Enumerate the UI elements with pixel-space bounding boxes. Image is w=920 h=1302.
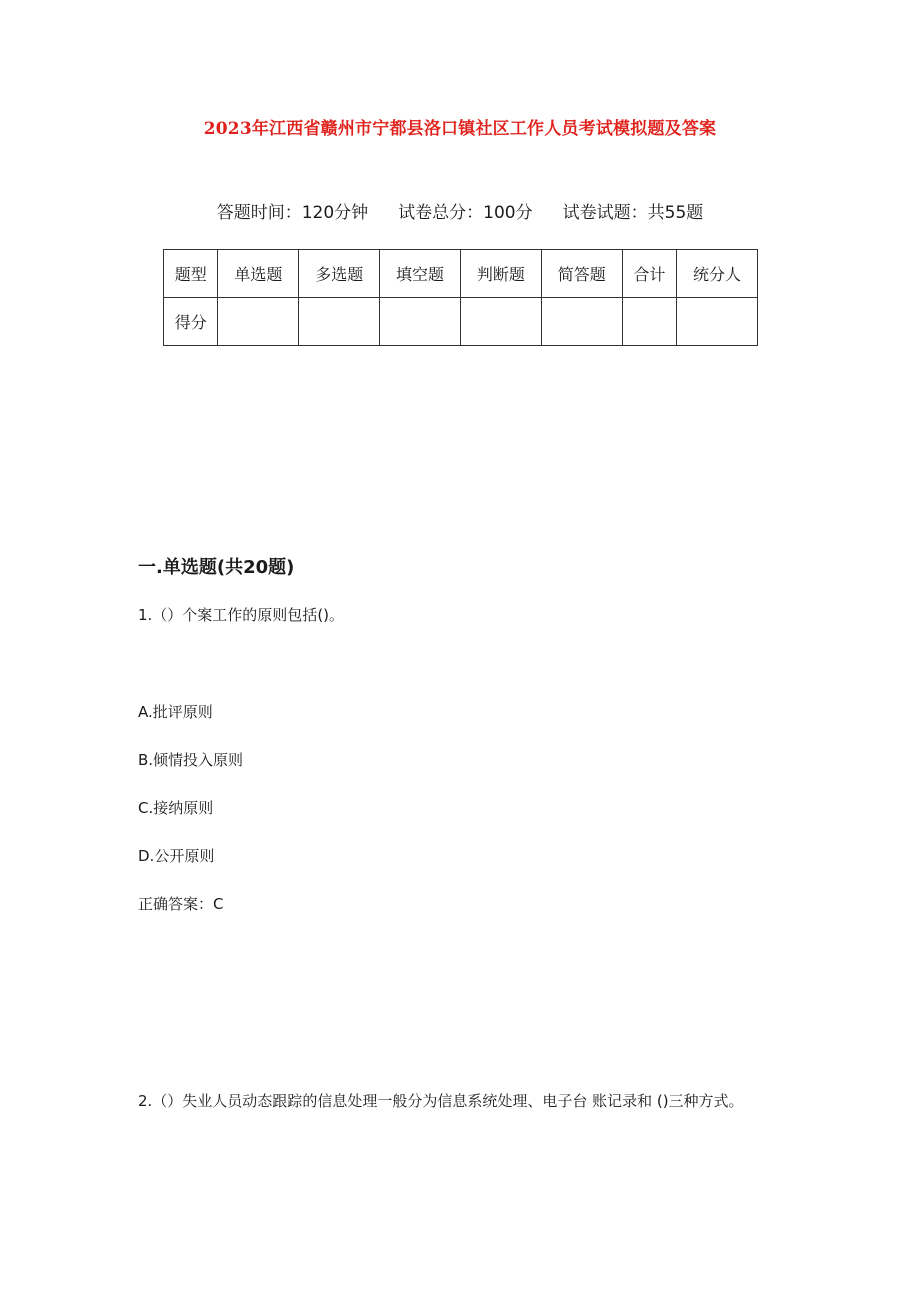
question-1-option-a: A.批评原则 [138,703,213,721]
exam-total-score: 试卷总分：100分 [398,203,533,223]
score-cell [299,298,380,346]
score-table-header-cell: 判断题 [460,250,541,298]
question-1-option-c: C.接纳原则 [138,799,214,817]
question-2-stem: 2.（）失业人员动态跟踪的信息处理一般分为信息系统处理、电子台 账记录和 ()三种方式。 [138,1092,744,1110]
score-table-score-row [164,298,758,346]
score-cell [460,298,541,346]
score-table-header-row [164,250,758,298]
exam-time: 答题时间：120分钟 [216,203,369,223]
score-cell [677,298,758,346]
score-table-header-cell: 单选题 [218,250,299,298]
score-table-header-cell: 多选题 [299,250,380,298]
score-table-header-cell: 统分人 [677,250,758,298]
score-cell [380,298,461,346]
score-cell [622,298,676,346]
score-table [163,249,758,346]
question-1-answer: 正确答案：C [138,895,224,913]
exam-meta [0,198,920,223]
score-table-header-cell: 填空题 [380,250,461,298]
section-title: 一.单选题(共20题) [138,557,295,578]
score-table-header-cell: 合计 [622,250,676,298]
score-cell [541,298,622,346]
question-1-option-d: D.公开原则 [138,847,215,865]
question-1-option-b: B.倾情投入原则 [138,751,244,769]
score-table-header-cell: 简答题 [541,250,622,298]
score-table-header-cell: 题型 [164,250,218,298]
document-title: 2023年江西省赣州市宁都县洛口镇社区工作人员考试模拟题及答案 [203,119,717,139]
score-row-label: 得分 [164,298,218,346]
exam-question-count: 试卷试题：共55题 [562,203,704,223]
score-cell [218,298,299,346]
question-1-stem: 1.（）个案工作的原则包括()。 [138,606,345,624]
